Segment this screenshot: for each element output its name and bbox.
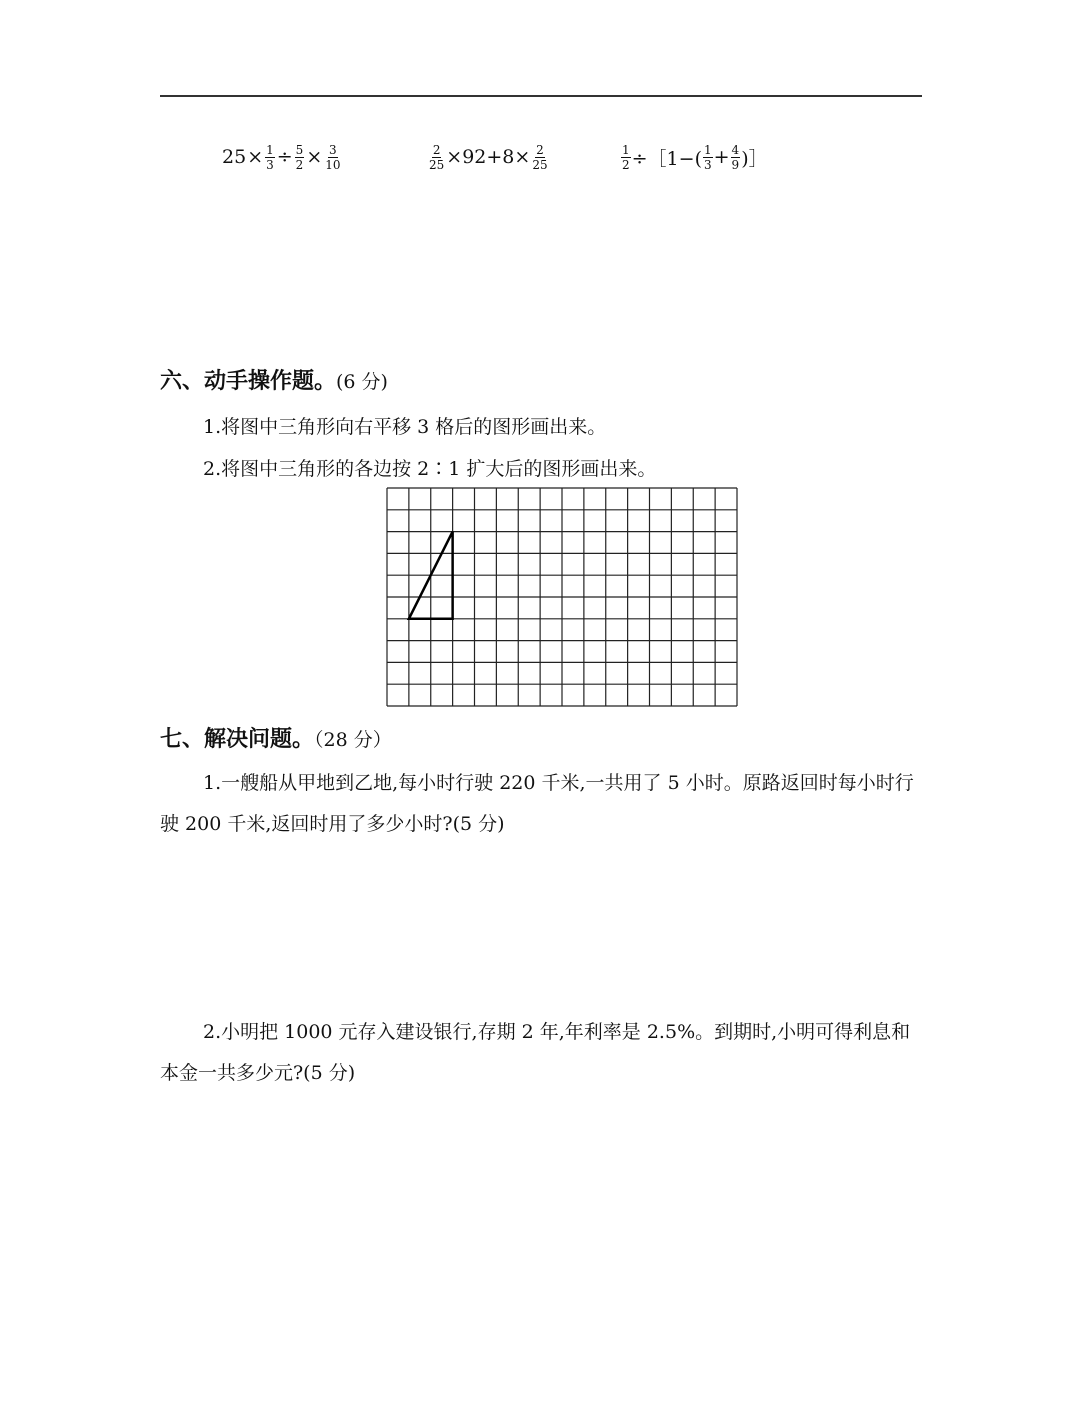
denominator: 10 bbox=[325, 157, 341, 172]
denominator: 3 bbox=[703, 157, 712, 172]
numerator: 2 bbox=[536, 142, 544, 157]
times-sign: × bbox=[306, 146, 323, 168]
plus-sign: + bbox=[713, 146, 730, 168]
fraction bbox=[621, 143, 631, 172]
fraction bbox=[324, 143, 341, 172]
section-7-title: 七、解决问题。 bbox=[160, 727, 315, 752]
top-rule bbox=[160, 95, 922, 97]
fraction bbox=[731, 143, 741, 172]
expr-3-close: )］ bbox=[741, 147, 768, 170]
problem-2 bbox=[160, 1012, 922, 1094]
expr-3-middle: ÷［1−( bbox=[631, 147, 702, 170]
section-6-title: 六、动手操作题。 bbox=[160, 369, 337, 394]
fraction bbox=[531, 143, 548, 172]
expression-2 bbox=[427, 136, 550, 178]
section-6-item-2: 2.将图中三角形的各边按 2∶1 扩大后的图形画出来。 bbox=[203, 458, 657, 480]
section-6-score: (6 分) bbox=[336, 371, 388, 393]
section-7-heading bbox=[160, 722, 392, 753]
fraction bbox=[703, 143, 713, 172]
problem-1 bbox=[160, 763, 922, 845]
denominator: 25 bbox=[429, 157, 445, 172]
denominator: 2 bbox=[622, 157, 630, 172]
numerator: 3 bbox=[329, 142, 337, 157]
drawing-grid[interactable] bbox=[386, 487, 738, 707]
divide-sign: ÷ bbox=[276, 146, 293, 168]
numerator: 4 bbox=[731, 142, 740, 157]
numerator: 2 bbox=[432, 142, 441, 157]
expr-1-whole: 25 bbox=[222, 146, 247, 168]
denominator: 3 bbox=[266, 157, 274, 172]
expr-2-middle: ×92+8× bbox=[446, 146, 531, 168]
problem-2-text: 2.小明把 1000 元存入建设银行,存期 2 年,年利率是 2.5%。到期时,小明可得利息和本金一共多少元?(5 分) bbox=[160, 1021, 911, 1084]
numerator: 1 bbox=[266, 142, 274, 157]
section-6-item-1: 1.将图中三角形向右平移 3 格后的图形画出来。 bbox=[203, 416, 607, 438]
problem-1-text: 1.一艘船从甲地到乙地,每小时行驶 220 千米,一共用了 5 小时。原路返回时每小时行驶 200 千米,返回时用了多少小时?(5 分) bbox=[160, 772, 914, 835]
fraction bbox=[428, 143, 445, 172]
section-7-score: （28 分） bbox=[314, 729, 392, 751]
fraction bbox=[265, 143, 275, 172]
numerator: 1 bbox=[703, 142, 712, 157]
expression-3 bbox=[620, 136, 768, 178]
expression-1 bbox=[222, 136, 343, 178]
times-sign: × bbox=[247, 146, 264, 168]
fraction bbox=[295, 143, 305, 172]
numerator: 1 bbox=[622, 142, 630, 157]
denominator: 2 bbox=[295, 157, 304, 172]
denominator: 9 bbox=[731, 157, 740, 172]
denominator: 25 bbox=[532, 157, 548, 172]
section-6-heading bbox=[160, 364, 388, 395]
numerator: 5 bbox=[295, 142, 304, 157]
